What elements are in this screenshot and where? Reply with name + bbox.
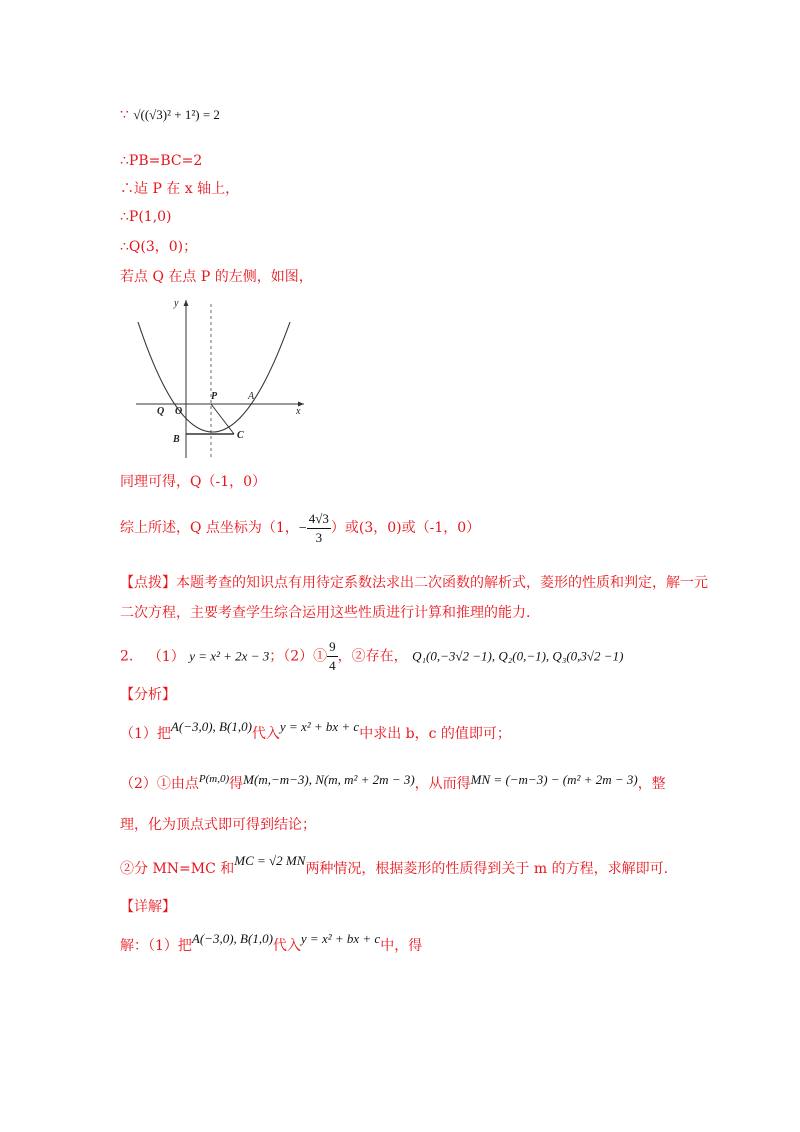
fenxi-item-2 bbox=[120, 770, 666, 799]
fenxi1-math-a: A(−3,0), B(1,0) bbox=[170, 719, 252, 734]
summary-suffix: ）或(3，0)或（-1，0） bbox=[330, 520, 481, 536]
q2-number: 2. bbox=[120, 648, 134, 665]
summary-frac-num: 4√3 bbox=[307, 510, 331, 529]
p-on-x-axis-line: ∴迠 P 在 x 轴上， bbox=[120, 181, 240, 197]
fenxi-item-2-cont: 理，化为顶点式即可得到结论； bbox=[120, 817, 316, 833]
summary-frac-den: 3 bbox=[315, 529, 323, 545]
q2-sep2: ，②存在， bbox=[337, 648, 408, 665]
label-q: Q bbox=[157, 406, 165, 417]
parabola-figure bbox=[120, 292, 310, 462]
q2-frac-num: 9 bbox=[327, 638, 338, 657]
q-left-of-p-line: 若点 Q 在点 P 的左侧，如图， bbox=[120, 269, 313, 285]
q2-answer-line bbox=[120, 638, 623, 675]
summary-minus: − bbox=[298, 521, 307, 536]
sqrt-equation: √((√3)² + 1²) = 2 bbox=[133, 107, 220, 122]
label-x: x bbox=[296, 406, 301, 417]
xiangjie1-math-b: y = x² + bx + c bbox=[300, 931, 381, 946]
xiangjie-title: 【详解】 bbox=[120, 899, 176, 915]
sqrt-line bbox=[120, 106, 220, 124]
label-c: C bbox=[237, 430, 244, 441]
q2-frac-den: 4 bbox=[329, 658, 336, 673]
fenxi2-a: （2）①由点 bbox=[120, 776, 199, 792]
fenxi3-math-a: MC = √2 MN bbox=[234, 853, 306, 868]
summary-fraction bbox=[307, 510, 331, 547]
fenxi2-b: 得 bbox=[229, 776, 244, 792]
label-b: B bbox=[173, 434, 180, 445]
q2-fraction bbox=[327, 638, 338, 675]
xiangjie1-math-a: A(−3,0), B(1,0) bbox=[191, 931, 273, 946]
summary-prefix: 综上所述，Q 点坐标为（1， bbox=[120, 520, 299, 536]
summary-line bbox=[120, 506, 480, 551]
q2-eq1: y = x² + 2x − 3 bbox=[189, 648, 270, 664]
fenxi2-math-a: P(m,0) bbox=[198, 773, 230, 785]
fenxi2-c: ，从而得 bbox=[414, 776, 471, 792]
xiangjie1-b: 代入 bbox=[272, 938, 301, 954]
segment-pc bbox=[211, 404, 234, 434]
y-axis-arrow bbox=[184, 300, 189, 306]
xiangjie1-c: 中，得 bbox=[380, 938, 423, 954]
label-y: y bbox=[174, 298, 179, 309]
q2-sep1: ；（2）① bbox=[269, 648, 328, 665]
fenxi-title: 【分析】 bbox=[120, 687, 176, 703]
pb-bc-line: ∴PB=BC=2 bbox=[120, 153, 203, 169]
q2-answers: Q₁(0,−3√2 −1), Q₂(0,−1), Q₃(0,3√2 −1) bbox=[412, 648, 624, 664]
fenxi1-c: 中求出 b，c 的值即可； bbox=[359, 726, 511, 742]
xiangjie1-a: 解：（1）把 bbox=[120, 938, 192, 954]
fenxi2-math-b: M(m,−m−3), N(m, m² + 2m − 3) bbox=[243, 772, 415, 787]
fenxi3-a: ②分 MN=MC 和 bbox=[120, 861, 235, 877]
xiangjie-item-1 bbox=[120, 932, 422, 960]
fenxi-item-1 bbox=[120, 720, 511, 748]
label-o: O bbox=[175, 406, 183, 417]
fenxi2-math-c: MN = (−m−3) − (m² + 2m − 3) bbox=[470, 772, 638, 787]
dianbo-paragraph: 【点拨】本题考查的知识点有用待定系数法求出二次函数的解析式，菱形的性质和判定，解一元二次方程，主要考查学生综合运用这些性质进行计算和推理的能力. bbox=[120, 575, 708, 621]
q2-part1: （1） bbox=[147, 648, 185, 665]
fenxi-item-3 bbox=[120, 853, 669, 882]
p-coord-line: ∴P(1,0) bbox=[120, 209, 172, 225]
fenxi1-a: （1）把 bbox=[120, 726, 171, 742]
q-coord-line: ∴Q(3，0)； bbox=[120, 239, 198, 255]
fenxi3-b: 两种情况，根据菱形的性质得到关于 m 的方程，求解即可. bbox=[305, 861, 669, 877]
fenxi1-b: 代入 bbox=[251, 726, 280, 742]
same-reasoning-line: 同理可得，Q（-1，0） bbox=[120, 474, 267, 490]
label-a: A bbox=[248, 391, 255, 402]
because-symbol: ∵ bbox=[120, 107, 129, 123]
fenxi2-d: ，整 bbox=[637, 776, 666, 792]
fenxi1-math-b: y = x² + bx + c bbox=[279, 719, 360, 734]
label-p: P bbox=[211, 391, 218, 402]
